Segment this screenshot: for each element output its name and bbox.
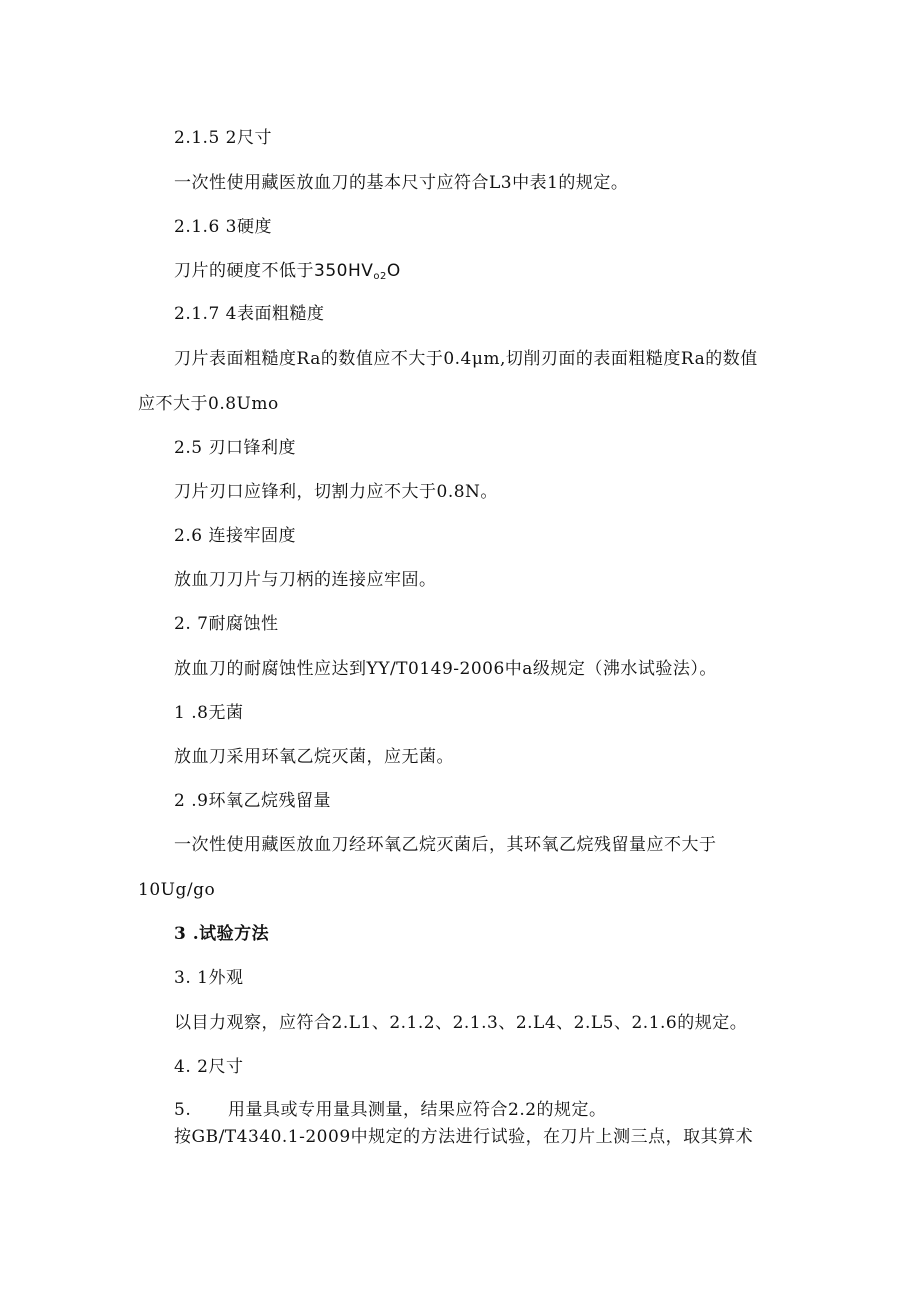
paragraph-sterile: 放血刀采用环氧乙烷灭菌，应无菌。	[174, 747, 454, 767]
heading-3-1-appearance: 3. 1外观	[174, 968, 244, 988]
hardness-subscript: o2	[373, 271, 387, 282]
heading-2-6-connection: 2.6 连接牢固度	[174, 526, 296, 546]
heading-2-1-7-roughness: 2.1.7 4表面粗糙度	[174, 304, 325, 324]
heading-4-2-size: 4. 2尺寸	[174, 1057, 244, 1077]
heading-2-9-eo-residue: 2 .9环氧乙烷残留量	[174, 791, 331, 811]
paragraph-appearance: 以目力观察，应符合2.L1、2.1.2、2.1.3、2.L4、2.L5、2.1.6的规定。	[174, 1013, 748, 1033]
paragraph-measurement	[174, 1099, 607, 1121]
paragraph-hardness-requirement	[174, 260, 401, 288]
paragraph-eo-residue-line-2: 10Ug/go	[138, 880, 216, 900]
paragraph-roughness-line-1: 刀片表面粗糙度Ra的数值应不大于0.4μm,切削刃面的表面粗糙度Ra的数值	[174, 349, 758, 369]
heading-2-1-6-hardness: 2.1.6 3硬度	[174, 217, 272, 237]
hardness-text: 刀片的硬度不低于	[174, 261, 314, 281]
hardness-value: 350HV	[314, 261, 374, 281]
heading-2-7-corrosion: 2. 7耐腐蚀性	[174, 614, 279, 634]
hardness-suffix: O	[386, 261, 401, 281]
heading-2-1-5-size: 2.1.5 2尺寸	[174, 128, 272, 148]
list-number: 5.	[174, 1100, 192, 1120]
paragraph-connection: 放血刀刀片与刀柄的连接应牢固。	[174, 570, 437, 590]
paragraph-size-requirement: 一次性使用藏医放血刀的基本尺寸应符合L3中表1的规定。	[174, 173, 629, 193]
measurement-text: 用量具或专用量具测量，结果应符合2.2的规定。	[228, 1100, 607, 1120]
paragraph-test-procedure: 按GB/T4340.1-2009中规定的方法进行试验，在刀片上测三点，取其算术	[174, 1127, 754, 1147]
heading-1-8-sterile: 1 .8无菌	[174, 703, 244, 723]
heading-3-test-methods: 3 .试验方法	[174, 924, 270, 944]
paragraph-eo-residue-line-1: 一次性使用藏医放血刀经环氧乙烷灭菌后，其环氧乙烷残留量应不大于	[174, 835, 717, 855]
paragraph-corrosion: 放血刀的耐腐蚀性应达到YY/T0149-2006中a级规定（沸水试验法）。	[174, 659, 717, 679]
heading-2-5-sharpness: 2.5 刃口锋利度	[174, 438, 296, 458]
paragraph-roughness-line-2: 应不大于0.8Umo	[138, 394, 279, 414]
paragraph-sharpness: 刀片刃口应锋利，切割力应不大于0.8N。	[174, 482, 498, 502]
